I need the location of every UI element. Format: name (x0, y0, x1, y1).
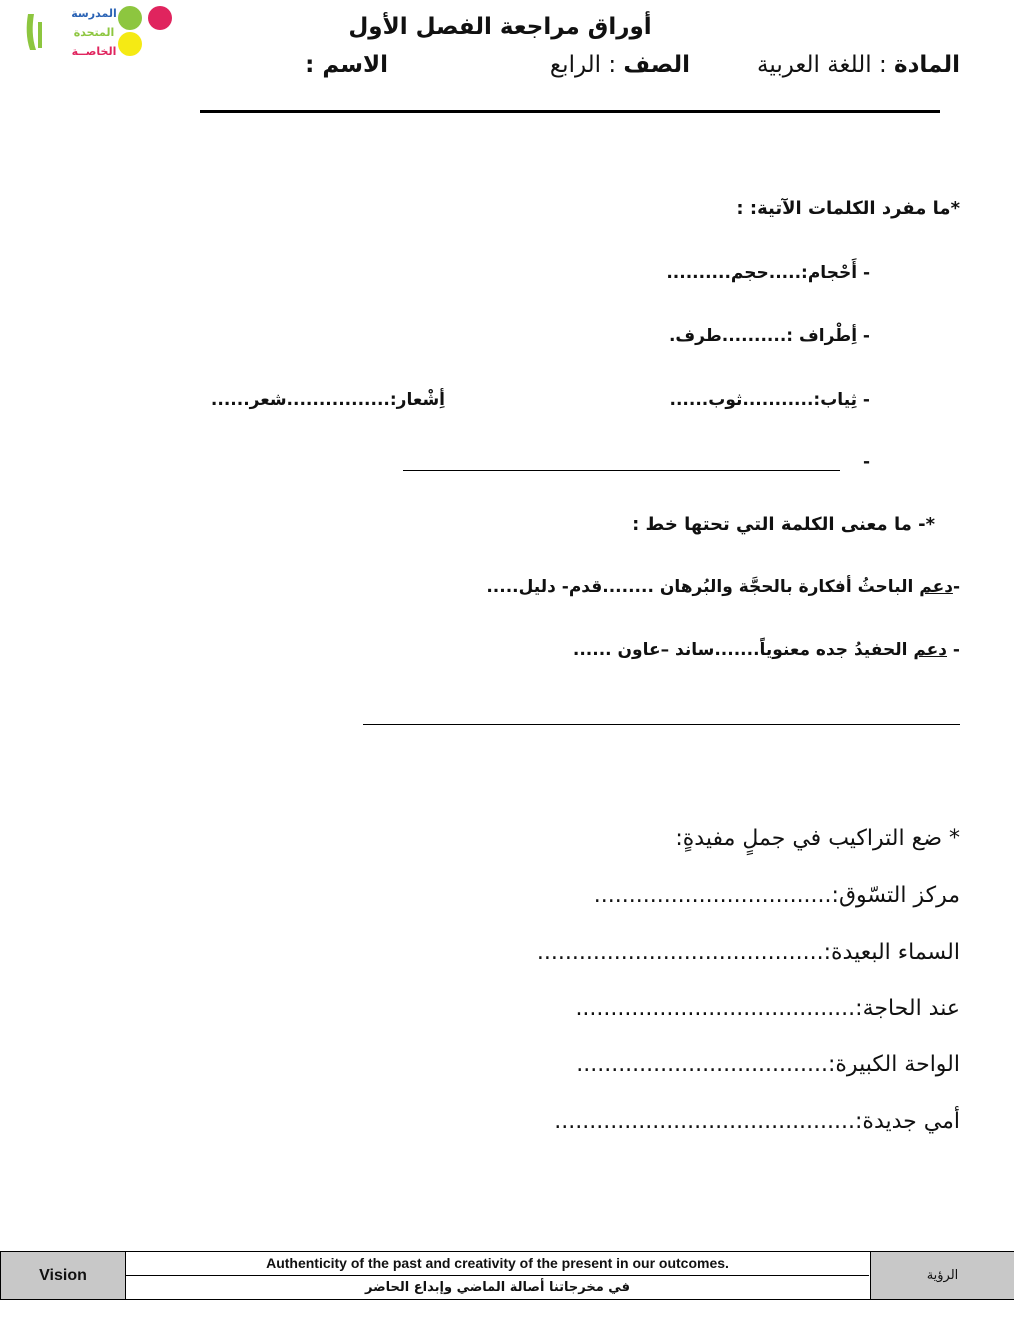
page-title: أوراق مراجعة الفصل الأول (348, 14, 652, 40)
section1-item-3: - ثِياب:...........ثوب...... (669, 390, 870, 410)
subject-field (757, 52, 960, 78)
meaning-1-rest: الباحثُ أفكارة بالحجَّة والبُرهان ........قدم- دليل..... (486, 577, 920, 597)
grade-field (550, 52, 690, 78)
phrase-item-5: أمي جديدة:........................................... (554, 1109, 960, 1134)
phrase-item-1: مركز التسّوق:.................................. (593, 883, 960, 908)
footer-vision-table (0, 1251, 1014, 1300)
subject-value: : اللغة العربية (757, 52, 887, 78)
phrase-item-4: الواحة الكبيرة:.................................... (576, 1052, 960, 1077)
section3-title: * ضع التراكيب في جملٍ مفيدةٍ: (675, 826, 960, 851)
subject-label: المادة (894, 52, 960, 78)
grade-label: الصف (623, 52, 690, 78)
section1-item-3-extra: أِشْعار:................شعر...... (210, 390, 445, 410)
section1-title: *ما مفرد الكلمات الآتية: : (736, 198, 960, 219)
logo-line-2: المتحدة (73, 26, 115, 39)
meaning-1-word: دعم (919, 577, 953, 597)
section1-item-1: - أَحْجام:.....حجم.......... (666, 263, 870, 283)
meaning-sentence-2 (573, 640, 960, 660)
phrase-item-3: عند الحاجة:........................................ (575, 996, 960, 1021)
header-rule (200, 110, 940, 113)
phrase-item-2: السماء البعيدة:......................................... (536, 940, 960, 965)
meaning-2-prefix: - (947, 640, 960, 660)
section2-title: *- ما معنى الكلمة التي تحتها خط : (632, 514, 935, 535)
footer-motto-en: Authenticity of the past and creativity of the present in our outcomes. (126, 1252, 869, 1276)
answer-line (403, 470, 840, 471)
section1-item-2: - أِطْراف :..........طرف. (668, 326, 870, 346)
logo-text (54, 4, 134, 61)
footer-vision-ar: الرؤية (870, 1252, 1014, 1299)
footer-motto-ar: في مخرجاتنا أصالة الماضي وإبداع الحاضر (365, 1280, 630, 1295)
meaning-sentence-1 (486, 577, 960, 597)
school-logo (20, 4, 180, 60)
section-divider (363, 724, 960, 725)
footer-vision-en: Vision (1, 1252, 126, 1299)
footer-motto (126, 1252, 869, 1299)
meaning-2-word: دعم (913, 640, 948, 660)
logo-line-3: الخاصــة (71, 45, 117, 58)
name-label: الاسم : (305, 52, 388, 78)
meaning-2-rest: الحفيدُ جده معنوياً.......ساند –عاون ...... (572, 640, 914, 660)
logo-line-1: المدرسة (71, 7, 117, 20)
section1-item-4: - (862, 452, 870, 472)
grade-value: : الرابع (549, 52, 617, 78)
meaning-1-prefix: - (952, 577, 960, 597)
